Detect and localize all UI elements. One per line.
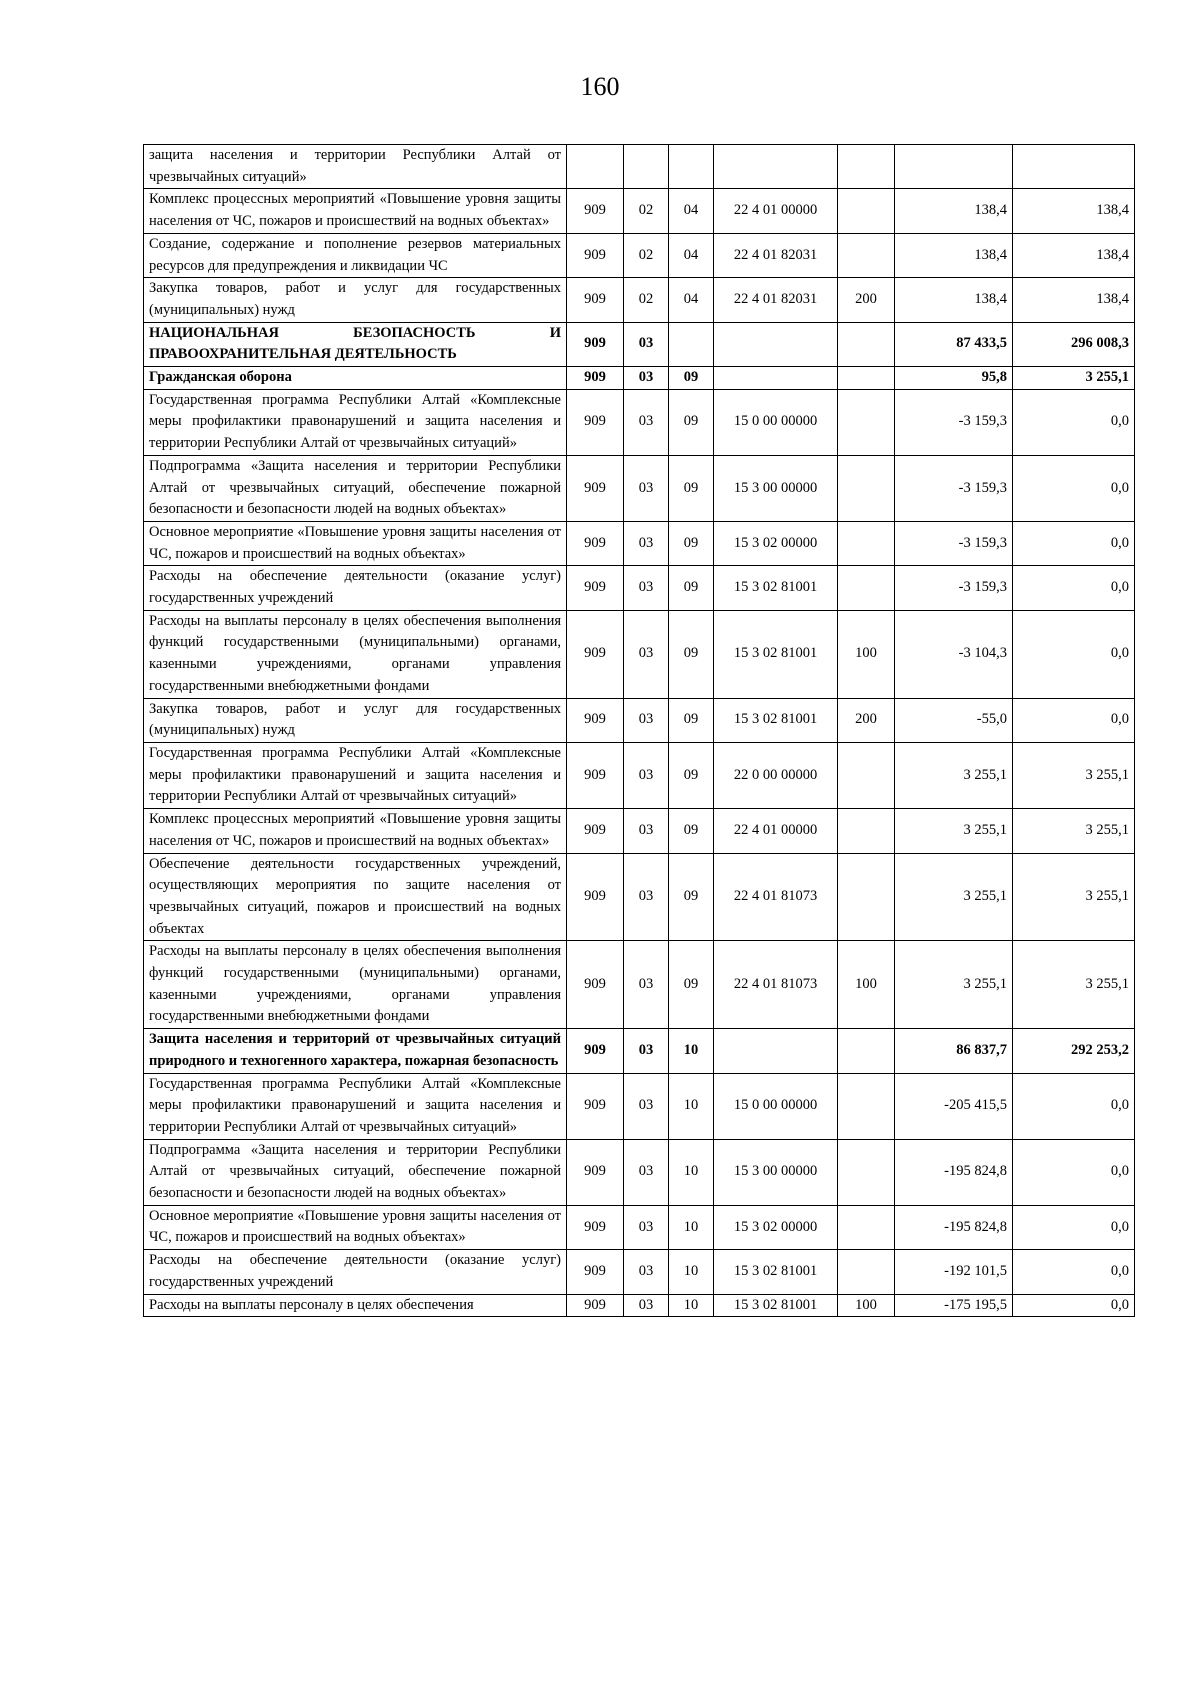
table-row [144,189,1135,233]
row-csr-cell [714,367,838,390]
row-pr-cell: 09 [669,941,714,1029]
row-name-cell: Расходы на выплаты персоналу в целях обеспечения [144,1294,567,1317]
row-amount-2-cell: 0,0 [1013,389,1135,455]
table-row [144,1205,1135,1249]
row-vr-cell: 200 [838,698,895,742]
row-gr-cell: 909 [567,278,624,322]
table-row [144,1294,1135,1317]
row-gr-cell: 909 [567,189,624,233]
table-row [144,742,1135,808]
row-csr-cell: 15 3 00 00000 [714,1139,838,1205]
table-row [144,853,1135,941]
row-pr-cell: 09 [669,809,714,853]
row-name-cell: Создание, содержание и пополнение резервов материальных ресурсов для предупреждения и ликвидации ЧС [144,233,567,277]
row-vr-cell [838,145,895,189]
row-pr-cell: 09 [669,389,714,455]
budget-table [143,144,1135,1317]
row-amount-1-cell: -3 159,3 [895,566,1013,610]
table-row [144,566,1135,610]
row-name-cell: Гражданская оборона [144,367,567,390]
row-amount-2-cell: 0,0 [1013,698,1135,742]
row-rz-cell: 03 [624,521,669,565]
row-vr-cell [838,1073,895,1139]
row-gr-cell: 909 [567,322,624,366]
row-name-cell: Комплекс процессных мероприятий «Повышение уровня защиты населения от ЧС, пожаров и происшествий на водных объектах» [144,809,567,853]
row-name-cell: Государственная программа Республики Алтай «Комплексные меры профилактики правонарушений и защита населения и территории Республики Алтай от чрезвычайных ситуаций» [144,742,567,808]
row-gr-cell: 909 [567,610,624,698]
table-row [144,610,1135,698]
row-gr-cell: 909 [567,853,624,941]
row-vr-cell [838,1250,895,1294]
row-rz-cell: 03 [624,1294,669,1317]
row-amount-1-cell: 3 255,1 [895,742,1013,808]
row-vr-cell [838,566,895,610]
row-pr-cell: 09 [669,742,714,808]
row-csr-cell: 22 0 00 00000 [714,742,838,808]
row-rz-cell: 02 [624,278,669,322]
row-amount-1-cell: -3 159,3 [895,521,1013,565]
row-amount-2-cell: 3 255,1 [1013,742,1135,808]
row-vr-cell [838,367,895,390]
row-vr-cell: 100 [838,610,895,698]
row-rz-cell: 03 [624,389,669,455]
row-rz-cell: 03 [624,1250,669,1294]
row-pr-cell: 04 [669,278,714,322]
row-amount-2-cell: 3 255,1 [1013,941,1135,1029]
row-vr-cell [838,1205,895,1249]
row-name-cell: Государственная программа Республики Алтай «Комплексные меры профилактики правонарушений и защита населения и территории Республики Алтай от чрезвычайных ситуаций» [144,1073,567,1139]
row-rz-cell: 03 [624,698,669,742]
row-pr-cell: 09 [669,566,714,610]
row-gr-cell: 909 [567,1073,624,1139]
row-csr-cell [714,1029,838,1073]
row-pr-cell [669,322,714,366]
table-row [144,455,1135,521]
row-rz-cell: 03 [624,809,669,853]
row-name-cell: Защита населения и территорий от чрезвычайных ситуаций природного и техногенного характера, пожарная безопасность [144,1029,567,1073]
row-name-cell: Комплекс процессных мероприятий «Повышение уровня защиты населения от ЧС, пожаров и происшествий на водных объектах» [144,189,567,233]
row-amount-1-cell: 138,4 [895,233,1013,277]
row-amount-1-cell: -3 104,3 [895,610,1013,698]
row-gr-cell: 909 [567,1139,624,1205]
row-vr-cell [838,742,895,808]
table-body [144,145,1135,1317]
row-csr-cell: 15 0 00 00000 [714,389,838,455]
row-name-cell: Закупка товаров, работ и услуг для государственных (муниципальных) нужд [144,698,567,742]
row-amount-2-cell: 138,4 [1013,233,1135,277]
row-csr-cell: 15 3 02 81001 [714,1250,838,1294]
table-row [144,1250,1135,1294]
row-gr-cell: 909 [567,1294,624,1317]
row-amount-2-cell: 3 255,1 [1013,853,1135,941]
row-amount-1-cell: -3 159,3 [895,389,1013,455]
row-gr-cell: 909 [567,941,624,1029]
row-amount-1-cell: 138,4 [895,278,1013,322]
row-vr-cell [838,455,895,521]
row-rz-cell: 03 [624,1205,669,1249]
row-rz-cell: 03 [624,742,669,808]
row-gr-cell: 909 [567,698,624,742]
row-amount-2-cell [1013,145,1135,189]
row-amount-2-cell: 138,4 [1013,278,1135,322]
row-pr-cell: 04 [669,233,714,277]
row-gr-cell: 909 [567,367,624,390]
row-rz-cell: 03 [624,941,669,1029]
page-number: 160 [580,72,620,101]
row-vr-cell [838,809,895,853]
row-csr-cell: 15 3 02 00000 [714,1205,838,1249]
row-pr-cell: 10 [669,1294,714,1317]
table-row [144,233,1135,277]
row-gr-cell: 909 [567,566,624,610]
row-gr-cell: 909 [567,742,624,808]
row-rz-cell: 03 [624,1139,669,1205]
row-amount-1-cell: 3 255,1 [895,809,1013,853]
row-amount-1-cell: -195 824,8 [895,1139,1013,1205]
row-csr-cell: 22 4 01 81073 [714,853,838,941]
table-row [144,322,1135,366]
row-amount-2-cell: 138,4 [1013,189,1135,233]
row-amount-1-cell: 86 837,7 [895,1029,1013,1073]
table-row [144,1029,1135,1073]
row-name-cell: Расходы на выплаты персоналу в целях обеспечения выполнения функций государственными (муниципальными) органами, казенными учреждениями, органами управления государственными внебюджетными фондами [144,941,567,1029]
table-row [144,389,1135,455]
row-csr-cell: 15 3 02 81001 [714,698,838,742]
row-csr-cell: 15 3 00 00000 [714,455,838,521]
row-amount-2-cell: 0,0 [1013,1139,1135,1205]
row-csr-cell: 15 0 00 00000 [714,1073,838,1139]
table-row [144,1139,1135,1205]
row-csr-cell: 22 4 01 82031 [714,278,838,322]
row-amount-2-cell: 0,0 [1013,610,1135,698]
row-pr-cell: 10 [669,1073,714,1139]
row-gr-cell [567,145,624,189]
row-csr-cell: 22 4 01 00000 [714,809,838,853]
row-vr-cell [838,521,895,565]
row-csr-cell: 22 4 01 81073 [714,941,838,1029]
row-amount-1-cell: -195 824,8 [895,1205,1013,1249]
row-amount-2-cell: 0,0 [1013,1250,1135,1294]
row-name-cell: Основное мероприятие «Повышение уровня защиты населения от ЧС, пожаров и происшествий на водных объектах» [144,521,567,565]
row-rz-cell [624,145,669,189]
row-name-cell: Обеспечение деятельности государственных учреждений, осуществляющих мероприятия по защите населения от чрезвычайных ситуаций, пожаров и происшествий на водных объектах [144,853,567,941]
table-row [144,1073,1135,1139]
table-row [144,698,1135,742]
row-name-cell: Расходы на обеспечение деятельности (оказание услуг) государственных учреждений [144,1250,567,1294]
row-amount-1-cell: 3 255,1 [895,853,1013,941]
row-name-cell: НАЦИОНАЛЬНАЯ БЕЗОПАСНОСТЬ И ПРАВООХРАНИТЕЛЬНАЯ ДЕЯТЕЛЬНОСТЬ [144,322,567,366]
row-gr-cell: 909 [567,233,624,277]
row-gr-cell: 909 [567,455,624,521]
row-amount-2-cell: 3 255,1 [1013,367,1135,390]
row-name-cell: Закупка товаров, работ и услуг для государственных (муниципальных) нужд [144,278,567,322]
row-name-cell: защита населения и территории Республики Алтай от чрезвычайных ситуаций» [144,145,567,189]
row-gr-cell: 909 [567,1250,624,1294]
row-vr-cell [838,322,895,366]
row-vr-cell: 200 [838,278,895,322]
row-csr-cell: 22 4 01 82031 [714,233,838,277]
row-amount-2-cell: 0,0 [1013,521,1135,565]
row-amount-2-cell: 3 255,1 [1013,809,1135,853]
row-rz-cell: 03 [624,1029,669,1073]
row-csr-cell: 15 3 02 81001 [714,566,838,610]
row-rz-cell: 03 [624,455,669,521]
row-name-cell: Основное мероприятие «Повышение уровня защиты населения от ЧС, пожаров и происшествий на водных объектах» [144,1205,567,1249]
row-rz-cell: 03 [624,853,669,941]
row-rz-cell: 03 [624,610,669,698]
row-gr-cell: 909 [567,1205,624,1249]
row-amount-2-cell: 0,0 [1013,566,1135,610]
row-pr-cell: 09 [669,610,714,698]
row-amount-2-cell: 0,0 [1013,1294,1135,1317]
row-pr-cell: 10 [669,1250,714,1294]
row-amount-1-cell [895,145,1013,189]
row-rz-cell: 03 [624,566,669,610]
row-csr-cell: 15 3 02 00000 [714,521,838,565]
row-csr-cell [714,145,838,189]
row-amount-1-cell: 138,4 [895,189,1013,233]
row-pr-cell: 10 [669,1029,714,1073]
row-pr-cell: 04 [669,189,714,233]
row-name-cell: Подпрограмма «Защита населения и территории Республики Алтай от чрезвычайных ситуаций, обеспечение пожарной безопасности и безопасности людей на водных объектах» [144,455,567,521]
table-row [144,809,1135,853]
row-amount-2-cell: 0,0 [1013,1073,1135,1139]
table-row [144,145,1135,189]
row-rz-cell: 02 [624,189,669,233]
row-name-cell: Расходы на обеспечение деятельности (оказание услуг) государственных учреждений [144,566,567,610]
row-csr-cell: 15 3 02 81001 [714,1294,838,1317]
row-name-cell: Расходы на выплаты персоналу в целях обеспечения выполнения функций государственными (муниципальными) органами, казенными учреждениями, органами управления государственными внебюджетными фондами [144,610,567,698]
row-rz-cell: 03 [624,1073,669,1139]
row-csr-cell: 15 3 02 81001 [714,610,838,698]
row-gr-cell: 909 [567,809,624,853]
row-rz-cell: 03 [624,322,669,366]
row-amount-1-cell: -55,0 [895,698,1013,742]
row-gr-cell: 909 [567,389,624,455]
row-amount-2-cell: 292 253,2 [1013,1029,1135,1073]
row-amount-1-cell: -175 195,5 [895,1294,1013,1317]
row-amount-2-cell: 0,0 [1013,1205,1135,1249]
row-csr-cell [714,322,838,366]
row-vr-cell [838,233,895,277]
table-row [144,521,1135,565]
row-amount-2-cell: 0,0 [1013,455,1135,521]
row-gr-cell: 909 [567,521,624,565]
row-amount-1-cell: 3 255,1 [895,941,1013,1029]
row-amount-1-cell: 95,8 [895,367,1013,390]
row-pr-cell: 09 [669,698,714,742]
row-gr-cell: 909 [567,1029,624,1073]
row-pr-cell: 10 [669,1205,714,1249]
row-name-cell: Государственная программа Республики Алтай «Комплексные меры профилактики правонарушений и защита населения и территории Республики Алтай от чрезвычайных ситуаций» [144,389,567,455]
row-vr-cell [838,853,895,941]
row-pr-cell: 10 [669,1139,714,1205]
row-vr-cell: 100 [838,1294,895,1317]
row-vr-cell [838,1029,895,1073]
row-vr-cell [838,389,895,455]
row-pr-cell: 09 [669,853,714,941]
row-rz-cell: 03 [624,367,669,390]
table-row [144,367,1135,390]
table-row [144,278,1135,322]
row-amount-1-cell: -3 159,3 [895,455,1013,521]
row-amount-2-cell: 296 008,3 [1013,322,1135,366]
row-vr-cell [838,189,895,233]
row-rz-cell: 02 [624,233,669,277]
row-amount-1-cell: -205 415,5 [895,1073,1013,1139]
row-pr-cell: 09 [669,367,714,390]
table-row [144,941,1135,1029]
row-amount-1-cell: 87 433,5 [895,322,1013,366]
row-pr-cell [669,145,714,189]
row-pr-cell: 09 [669,455,714,521]
row-amount-1-cell: -192 101,5 [895,1250,1013,1294]
row-vr-cell: 100 [838,941,895,1029]
row-csr-cell: 22 4 01 00000 [714,189,838,233]
row-name-cell: Подпрограмма «Защита населения и территории Республики Алтай от чрезвычайных ситуаций, обеспечение пожарной безопасности и безопасности людей на водных объектах» [144,1139,567,1205]
row-vr-cell [838,1139,895,1205]
row-pr-cell: 09 [669,521,714,565]
